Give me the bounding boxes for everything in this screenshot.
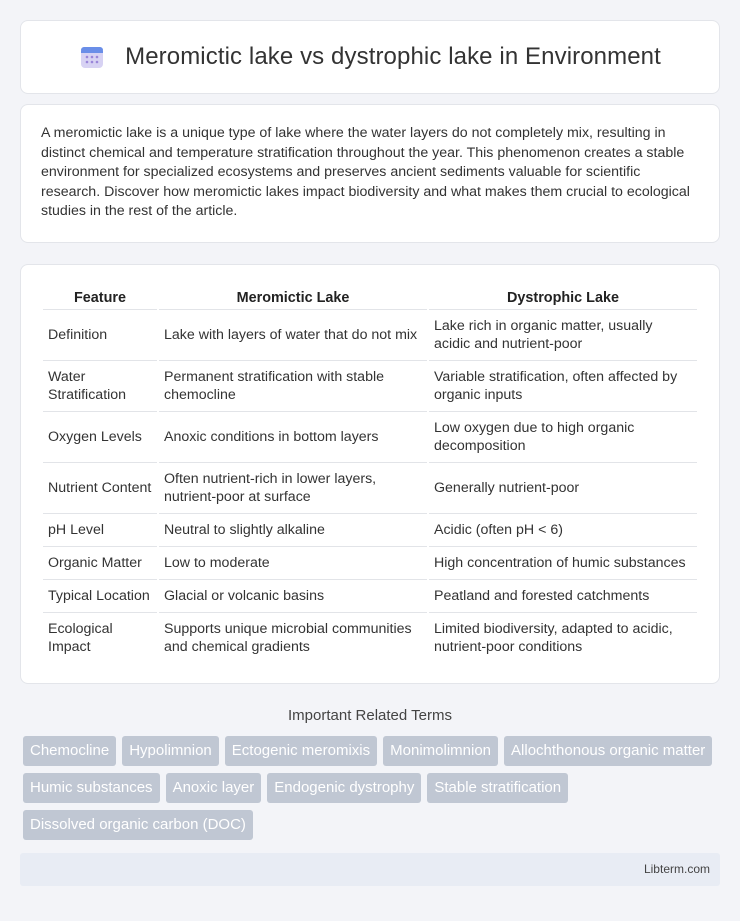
related-term-tag[interactable]: Humic substances [23, 773, 160, 803]
row-feature: Typical Location [43, 580, 157, 613]
page-header [20, 20, 720, 94]
row-feature: Nutrient Content [43, 463, 157, 514]
row-dystrophic: Peatland and forested catchments [429, 580, 697, 613]
table-header-row [43, 283, 697, 310]
row-dystrophic: Acidic (often pH < 6) [429, 514, 697, 547]
row-dystrophic: High concentration of humic substances [429, 547, 697, 580]
row-meromictic: Low to moderate [159, 547, 427, 580]
row-dystrophic: Low oxygen due to high organic decomposition [429, 412, 697, 463]
related-term-tag[interactable]: Endogenic dystrophy [267, 773, 421, 803]
related-term-tag[interactable]: Anoxic layer [166, 773, 262, 803]
comparison-card [20, 264, 720, 684]
footer [20, 853, 720, 886]
row-meromictic: Neutral to slightly alkaline [159, 514, 427, 547]
table-row [43, 514, 697, 547]
row-meromictic: Lake with layers of water that do not mix [159, 310, 427, 361]
row-feature: Water Stratification [43, 361, 157, 412]
row-dystrophic: Variable stratification, often affected by organic inputs [429, 361, 697, 412]
row-meromictic: Anoxic conditions in bottom layers [159, 412, 427, 463]
row-dystrophic: Lake rich in organic matter, usually acidic and nutrient-poor [429, 310, 697, 361]
related-term-tag[interactable]: Hypolimnion [122, 736, 219, 766]
comparison-table [41, 283, 699, 663]
related-term-tag[interactable]: Chemocline [23, 736, 116, 766]
related-term-tag[interactable]: Monimolimnion [383, 736, 498, 766]
related-term-tag[interactable]: Allochthonous organic matter [504, 736, 712, 766]
row-dystrophic: Generally nutrient-poor [429, 463, 697, 514]
row-meromictic: Supports unique microbial communities and chemical gradients [164, 620, 412, 655]
row-feature: Organic Matter [43, 547, 157, 580]
row-meromictic: Often nutrient-rich in lower layers, nutrient-poor at surface [159, 463, 427, 514]
table-row [43, 547, 697, 580]
header-feature: Feature [43, 283, 157, 310]
table-row [43, 613, 697, 663]
table-row [43, 361, 697, 412]
row-feature: Ecological Impact [48, 620, 113, 655]
row-meromictic: Permanent stratification with stable chemocline [159, 361, 427, 412]
related-terms-title: Important Related Terms [288, 706, 452, 724]
intro-card [20, 104, 720, 243]
header-meromictic: Meromictic Lake [159, 283, 427, 310]
related-term-tag[interactable]: Stable stratification [427, 773, 568, 803]
related-terms-list [20, 736, 720, 840]
row-feature: Oxygen Levels [43, 412, 157, 463]
table-row [43, 580, 697, 613]
calendar-icon [79, 44, 105, 70]
row-dystrophic: Limited biodiversity, adapted to acidic, nutrient-poor conditions [434, 620, 673, 655]
row-feature: Definition [43, 310, 157, 361]
intro-text: A meromictic lake is a unique type of lake where the water layers do not completely mix, resulting in distinct chemical and temperature stratification throughout the year. This phenomenon creates a stable environment for specialized ecosystems and preserves ancient sediments valuable for scientific research. Discover how meromictic lakes impact biodiversity and what makes them crucial to ecological studies in the rest of the article. [41, 125, 690, 220]
header-dystrophic: Dystrophic Lake [429, 283, 697, 310]
footer-site-link[interactable]: Libterm.com [643, 862, 710, 877]
table-row [43, 310, 697, 361]
row-meromictic: Glacial or volcanic basins [159, 580, 427, 613]
table-row [43, 463, 697, 514]
related-term-tag[interactable]: Ectogenic meromixis [225, 736, 377, 766]
page-title: Meromictic lake vs dystrophic lake in Environment [125, 43, 661, 70]
table-row [43, 412, 697, 463]
row-feature: pH Level [43, 514, 157, 547]
related-term-tag[interactable]: Dissolved organic carbon (DOC) [23, 810, 253, 840]
